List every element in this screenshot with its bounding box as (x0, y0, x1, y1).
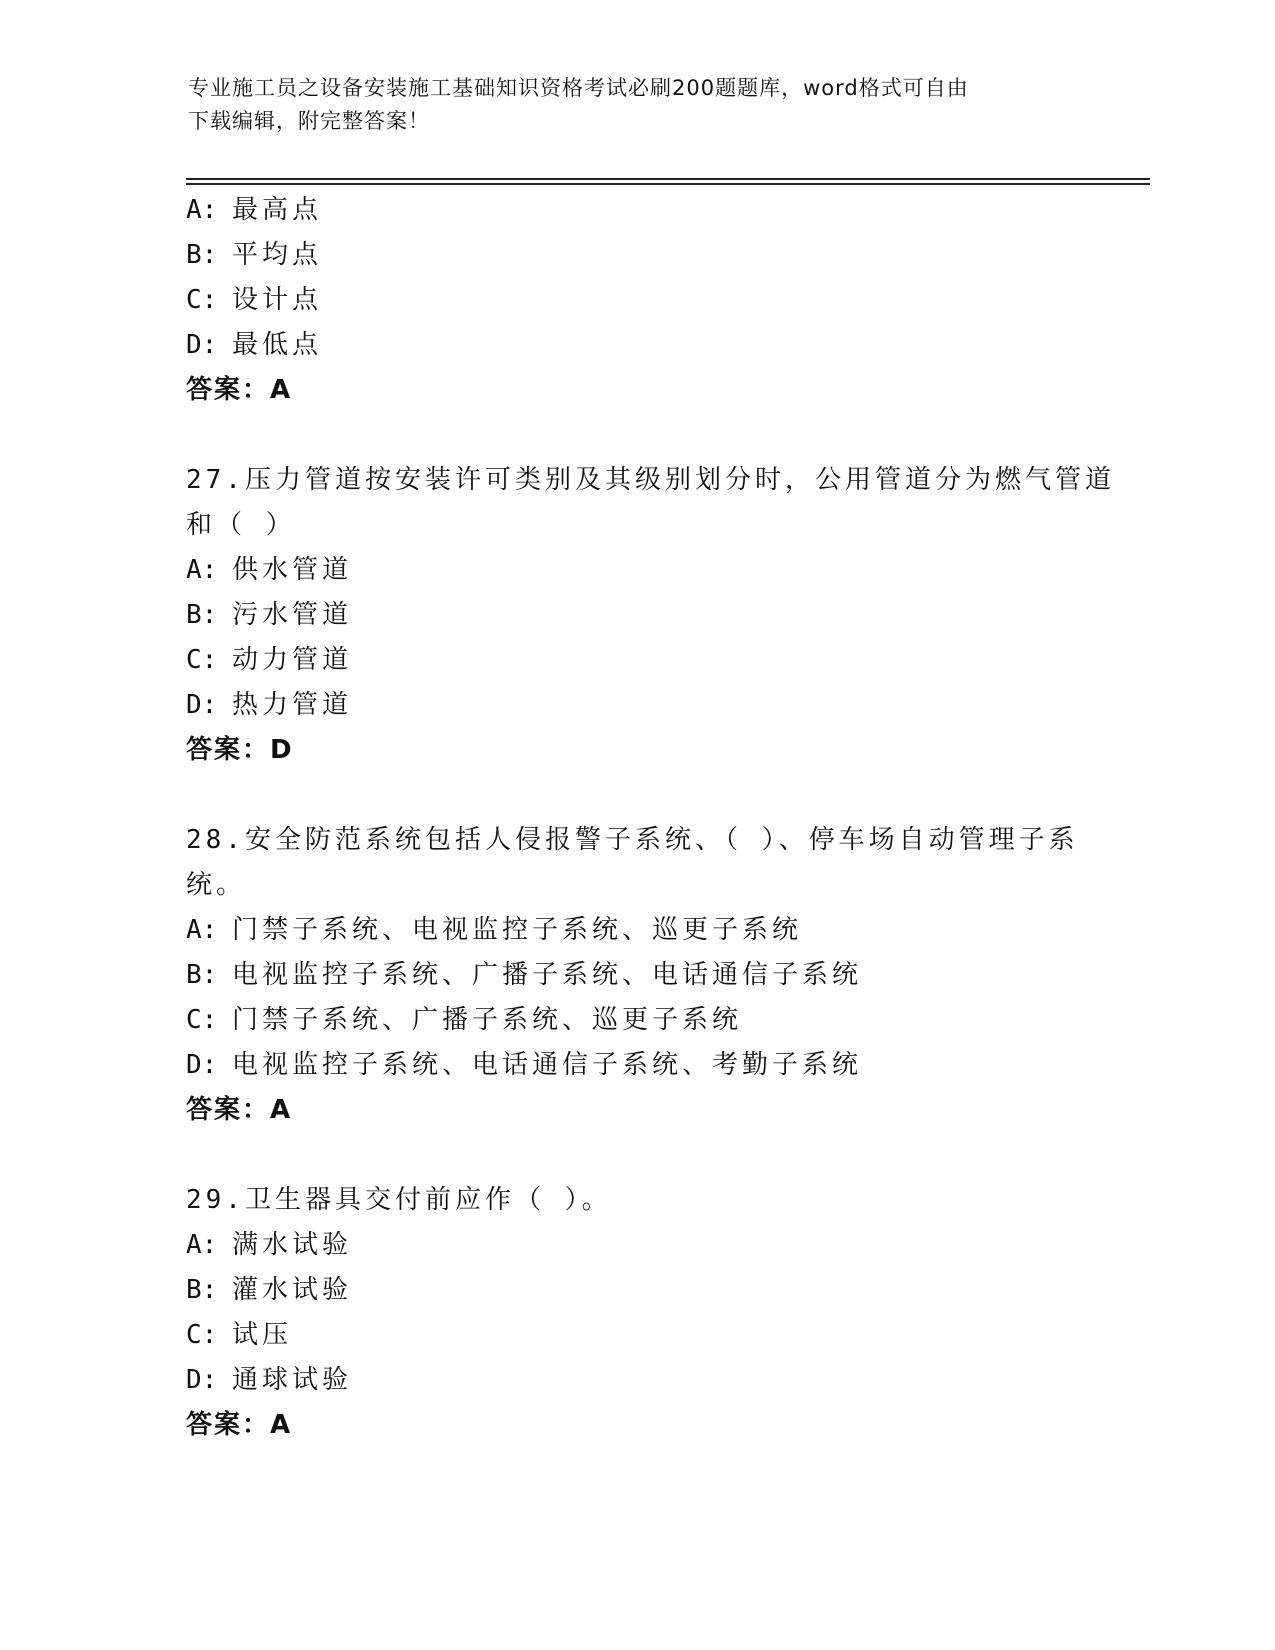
q29-question-line-1: 29.卫生器具交付前应作（ ）。 (186, 1185, 612, 1215)
page-header (188, 72, 1068, 138)
q29-option-b: B: 灌水试验 (186, 1275, 353, 1305)
q26-option-b: B: 平均点 (186, 240, 323, 270)
q28-option-a: A: 门禁子系统、电视监控子系统、巡更子系统 (186, 915, 803, 945)
q28-question-line-2: 统。 (186, 870, 247, 900)
q27-option-b: B: 污水管道 (186, 600, 353, 630)
q28-option-d: D: 电视监控子系统、电话通信子系统、考勤子系统 (186, 1050, 863, 1080)
q28-question-line-1: 28.安全防范系统包括人侵报警子系统、（ ）、停车场自动管理子系 (186, 825, 1079, 855)
q28-option-c: C: 门禁子系统、广播子系统、巡更子系统 (186, 1005, 743, 1035)
q26-answer: 答案：A (186, 375, 293, 405)
q28-option-b: B: 电视监控子系统、广播子系统、电话通信子系统 (186, 960, 863, 990)
q27-option-a: A: 供水管道 (186, 555, 353, 585)
q27-option-c: C: 动力管道 (186, 645, 353, 675)
q28-answer: 答案：A (186, 1095, 293, 1125)
q29-option-d: D: 通球试验 (186, 1365, 353, 1395)
q27-question-line-1: 27.压力管道按安装许可类别及其级别划分时，公用管道分为燃气管道 (186, 465, 1115, 495)
q29-answer: 答案：A (186, 1410, 293, 1440)
q26-option-c: C: 设计点 (186, 285, 323, 315)
q27-answer: 答案：D (186, 735, 294, 765)
q26-option-d: D: 最低点 (186, 330, 323, 360)
q27-option-d: D: 热力管道 (186, 690, 353, 720)
q26-option-a: A: 最高点 (186, 195, 323, 225)
q29-option-c: C: 试压 (186, 1320, 293, 1350)
header-divider-bottom (186, 183, 1150, 185)
header-title-line-1: 专业施工员之设备安装施工基础知识资格考试必刷200题题库，word格式可自由 (188, 76, 969, 100)
header-title-line-2: 下载编辑，附完整答案！ (188, 109, 430, 133)
q29-option-a: A: 满水试验 (186, 1230, 353, 1260)
q27-question-line-2: 和（ ） (186, 510, 296, 540)
header-divider-top (186, 178, 1150, 180)
